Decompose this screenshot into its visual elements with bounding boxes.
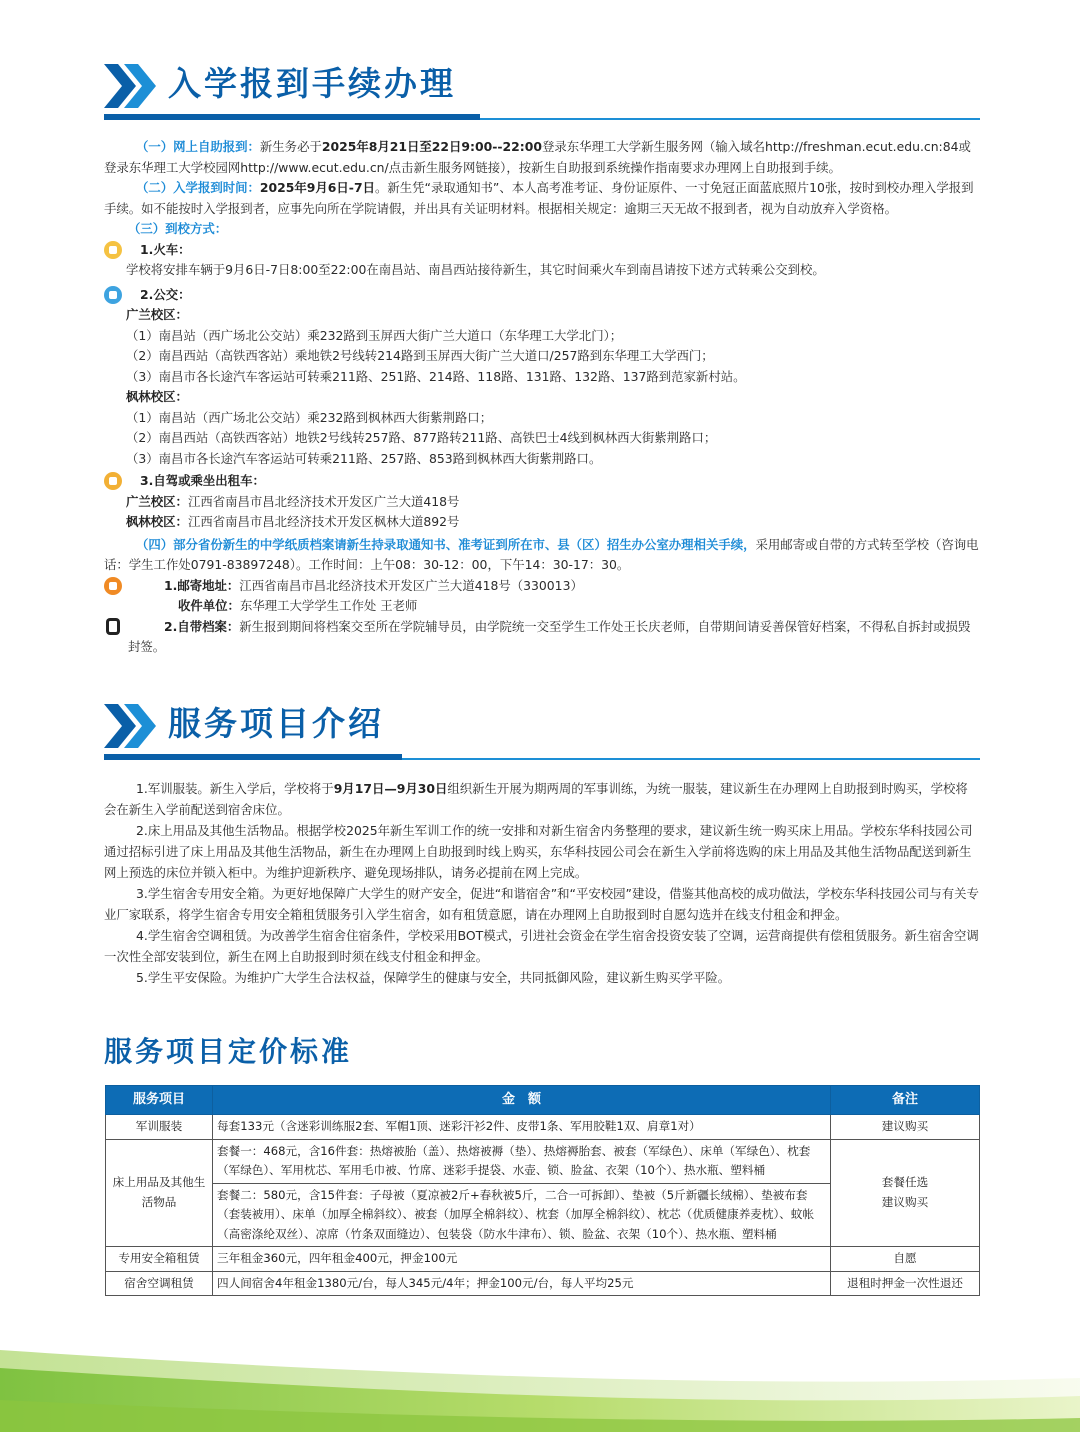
self-carry-archive: 2.自带档案：新生报到期间将档案交至所在学院辅导员，由学院统一交至学生工作处王长庆老师，自带期间请妥善保管好档案，不得私自拆封或损毁封签。 bbox=[104, 617, 980, 658]
table-row bbox=[106, 1115, 980, 1140]
paragraph-online-registration: （一）网上自助报到：新生务必于2025年8月21日至22日9:00--22:00登录东华理工大学新生服务网（输入域名http://freshman.ecut.edu.cn:84或登录东华理工大学校园网http://www.ecut.edu.cn/点击新生服务网链接），按新生自助报到系统操作指南要求办理网上自助报到手续。 bbox=[104, 139, 971, 175]
table-header-row bbox=[106, 1086, 980, 1115]
train-text: 学校将安排车辆于9月6日-7日8:00至22:00在南昌站、南昌西站接待新生，其它时间乘火车到南昌请按下述方式转乘公交到校。 bbox=[126, 262, 825, 277]
paragraph-archives: （四）部分省份新生的中学纸质档案请新生持录取通知书、准考证到所在市、县（区）招生办公室办理相关手续，采用邮寄或自带的方式转至学校（咨询电话：学生工作处0791-83897248）。工作时间：上午08：30-12：00，下午14：30-17：30。 bbox=[104, 536, 979, 572]
table-cell: 套餐任选 建议购买 bbox=[831, 1139, 980, 1247]
service-item: 4.学生宿舍空调租赁。为改善学生宿舍住宿条件，学校采用BOT模式，引进社会资金在学生宿舍投资安装了空调，运营商提供有偿租赁服务。新生宿舍空调一次性全部安装到位，新生在网上自助报到时须在线支付租金和押金。 bbox=[104, 928, 979, 964]
mail-address: 1.邮寄地址：江西省南昌市昌北经济技术开发区广兰大道418号（330013） bbox=[104, 576, 980, 597]
package-one: 套餐一：468元，含16件套：热熔被胎（盖）、热熔被褥（垫）、热熔褥胎套、被套（军绿色）、床单（军绿色）、枕套（军绿色）、军用枕芯、军用毛巾被、竹席、迷彩手提袋、水壶、锁、脸盆、衣架（10个）、热水瓶、塑料桶 bbox=[213, 1142, 830, 1184]
route-item: （3）南昌市各长途汽车客运站可转乘211路、257路、853路到枫林西大街紫荆路口。 bbox=[126, 450, 602, 466]
pricing-table bbox=[105, 1085, 980, 1296]
service-item: 1.军训服装。新生入学后，学校将于9月17日—9月30日组织新生开展为期两周的军事训练，为统一服装，建议新生在办理网上自助报到时购买，学校将会在新生入学前配送到宿舍床位。 bbox=[104, 781, 968, 817]
car-heading: 3.自驾或乘坐出租车： bbox=[104, 471, 980, 492]
section-title: 服务项目介绍 bbox=[168, 704, 384, 743]
campus-guanglan-label: 广兰校区： bbox=[126, 307, 188, 322]
campus-fenglin-label: 枫林校区： bbox=[126, 389, 188, 404]
subheading-transport: （三）到校方式： bbox=[128, 221, 228, 236]
table-row bbox=[106, 1247, 980, 1272]
services-content bbox=[104, 778, 980, 988]
section-heading-services bbox=[104, 702, 980, 772]
package-two: 套餐二：580元，含15件套：子母被（夏凉被2斤+春秋被5斤，二合一可拆卸）、垫被（5斤新疆长绒棉）、垫被布套（套装被用）、床单（加厚全棉斜纹）、被套（加厚全棉斜纹）、枕套（加厚全棉斜纹）、枕芯（优质健康养麦枕）、蚊帐（高密涤纶双丝）、凉席（竹条双面缝边）、包装袋（防水牛津布）、锁、脸盆、衣架（10个）、热水瓶、塑料桶 bbox=[217, 1187, 815, 1241]
route-item: （2）南昌西站（高铁西客站）乘地铁2号线转214路到玉屏西大街广兰大道口/257路到东华理工大学西门； bbox=[126, 348, 714, 363]
table-cell: 床上用品及其他生活物品 bbox=[106, 1139, 213, 1247]
table-cell: 每套133元（含迷彩训练服2套、军帽1顶、迷彩汗衫2件、皮带1条、军用胶鞋1双、肩章1对） bbox=[213, 1115, 831, 1140]
car-address-fenglin: 枫林校区：江西省南昌市昌北经济技术开发区枫林大道892号 bbox=[126, 514, 460, 529]
column-header: 服务项目 bbox=[106, 1086, 213, 1115]
table-row bbox=[106, 1271, 980, 1296]
chevron-arrows-icon bbox=[104, 704, 162, 748]
column-header: 备注 bbox=[831, 1086, 980, 1115]
document-icon bbox=[106, 618, 120, 635]
section-title: 入学报到手续办理 bbox=[168, 64, 456, 103]
divider-accent bbox=[104, 754, 402, 760]
table-cell: 三年租金360元，四年租金400元，押金100元 bbox=[213, 1247, 831, 1272]
bus-heading: 2.公交： bbox=[104, 285, 980, 306]
decorative-wave bbox=[0, 1330, 1080, 1432]
registration-content bbox=[104, 137, 980, 658]
chevron-arrows-icon bbox=[104, 64, 162, 108]
divider-accent bbox=[104, 114, 480, 120]
train-heading: 1.火车： bbox=[104, 240, 980, 261]
table-cell: 宿舍空调租赁 bbox=[106, 1271, 213, 1296]
table-cell: 四人间宿舍4年租金1380元/台，每人345元/4年；押金100元/台，每人平均25元 bbox=[213, 1271, 831, 1296]
route-item: （1）南昌站（西广场北公交站）乘232路到枫林西大街紫荆路口； bbox=[126, 409, 493, 425]
table-cell: 自愿 bbox=[831, 1247, 980, 1272]
service-item: 5.学生平安保险。为维护广大学生合法权益，保障学生的健康与安全，共同抵御风险，建议新生购买学平险。 bbox=[136, 970, 731, 985]
paragraph-registration-time: （二）入学报到时间：2025年9月6日-7日。新生凭“录取通知书”、本人高考准考证、身份证原件、一寸免冠正面蓝底照片10张，按时到校办理入学报到手续。如不能按时入学报到者，应事先向所在学院请假，并出具有关证明材料。根据相关规定：逾期三天无故不报到者，视为自动放弃入学资格。 bbox=[104, 180, 974, 216]
car-icon bbox=[104, 472, 122, 490]
table-row bbox=[106, 1139, 980, 1247]
route-item: （2）南昌西站（高铁西客站）地铁2号线转257路、877路转211路、高铁巴士4线到枫林西大街紫荆路口； bbox=[126, 430, 717, 445]
car-address-guanglan: 广兰校区：江西省南昌市昌北经济技术开发区广兰大道418号 bbox=[126, 493, 460, 509]
table-cell: 退租时押金一次性退还 bbox=[831, 1271, 980, 1296]
route-item: （3）南昌市各长途汽车客运站可转乘211路、251路、214路、118路、131路、132路、137路到范家新村站。 bbox=[126, 368, 746, 384]
table-cell: 军训服装 bbox=[106, 1115, 213, 1140]
train-icon bbox=[104, 241, 122, 259]
mail-icon bbox=[104, 577, 122, 595]
table-cell: 建议购买 bbox=[831, 1115, 980, 1140]
service-item: 2.床上用品及其他生活物品。根据学校2025年新生军训工作的统一安排和对新生宿舍内务整理的要求，建议新生统一购买床上用品。学校东华科技园公司通过招标引进了床上用品及其他生活物品，新生在办理网上自助报到时线上购买，东华科技园公司会在新生入学前将选购的床上用品及其他生活物品配送到新生网上预选的床位并锁入柜中。为维护迎新秩序、避免现场排队，请务必提前在网上完成。 bbox=[104, 823, 973, 880]
section-heading-registration bbox=[104, 62, 980, 132]
service-item: 3.学生宿舍专用安全箱。为更好地保障广大学生的财产安全，促进“和谐宿舍”和“平安校园”建设，借鉴其他高校的成功做法，学校东华科技园公司与有关专业厂家联系，将学生宿舍专用安全箱租赁服务引入学生宿舍，如有租赁意愿，请在办理网上自助报到时自愿勾选并在线支付租金和押金。 bbox=[104, 886, 979, 922]
bus-icon bbox=[104, 286, 122, 304]
table-cell: 专用安全箱租赁 bbox=[106, 1247, 213, 1272]
route-item: （1）南昌站（西广场北公交站）乘232路到玉屏西大街广兰大道口（东华理工大学北门）； bbox=[126, 327, 623, 343]
pricing-title: 服务项目定价标准 bbox=[104, 1035, 353, 1068]
column-header: 金 额 bbox=[213, 1086, 831, 1115]
recipient: 收件单位：东华理工大学学生工作处 王老师 bbox=[178, 598, 418, 613]
table-cell bbox=[213, 1139, 831, 1247]
